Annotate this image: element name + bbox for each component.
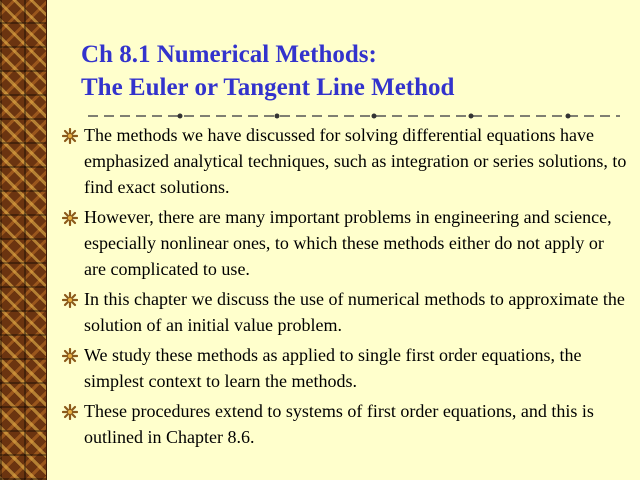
slide-title-line-2: The Euler or Tangent Line Method <box>81 74 455 101</box>
bullet-text: These procedures extend to systems of first order equations, and this is outlined in Chapter 8.6. <box>84 401 594 447</box>
bullet-text: The methods we have discussed for solving differential equations have emphasized analytical techniques, such as integration or series solutions, to find exact solutions. <box>84 125 627 197</box>
asterisk-star-icon <box>62 348 78 364</box>
bullet-list <box>60 122 630 454</box>
asterisk-star-icon <box>62 292 78 308</box>
divider-line <box>88 112 620 120</box>
bullet-text: However, there are many important problems in engineering and science, especially nonlinear ones, to which these methods either do not apply or are complicated to use. <box>84 207 612 279</box>
slide-title <box>81 38 621 104</box>
bullet-item <box>60 398 630 450</box>
bullet-text: We study these methods as applied to single first order equations, the simplest context to learn the methods. <box>84 345 582 391</box>
bullet-item <box>60 286 630 338</box>
decorative-border-strip <box>0 0 47 480</box>
bullet-item <box>60 204 630 282</box>
asterisk-star-icon <box>62 128 78 144</box>
slide-title-line-1: Ch 8.1 Numerical Methods: <box>81 41 377 68</box>
asterisk-star-icon <box>62 210 78 226</box>
bullet-item <box>60 122 630 200</box>
asterisk-star-icon <box>62 404 78 420</box>
bullet-text: In this chapter we discuss the use of numerical methods to approximate the solution of an initial value problem. <box>84 289 625 335</box>
bullet-item <box>60 342 630 394</box>
title-divider <box>88 112 620 120</box>
